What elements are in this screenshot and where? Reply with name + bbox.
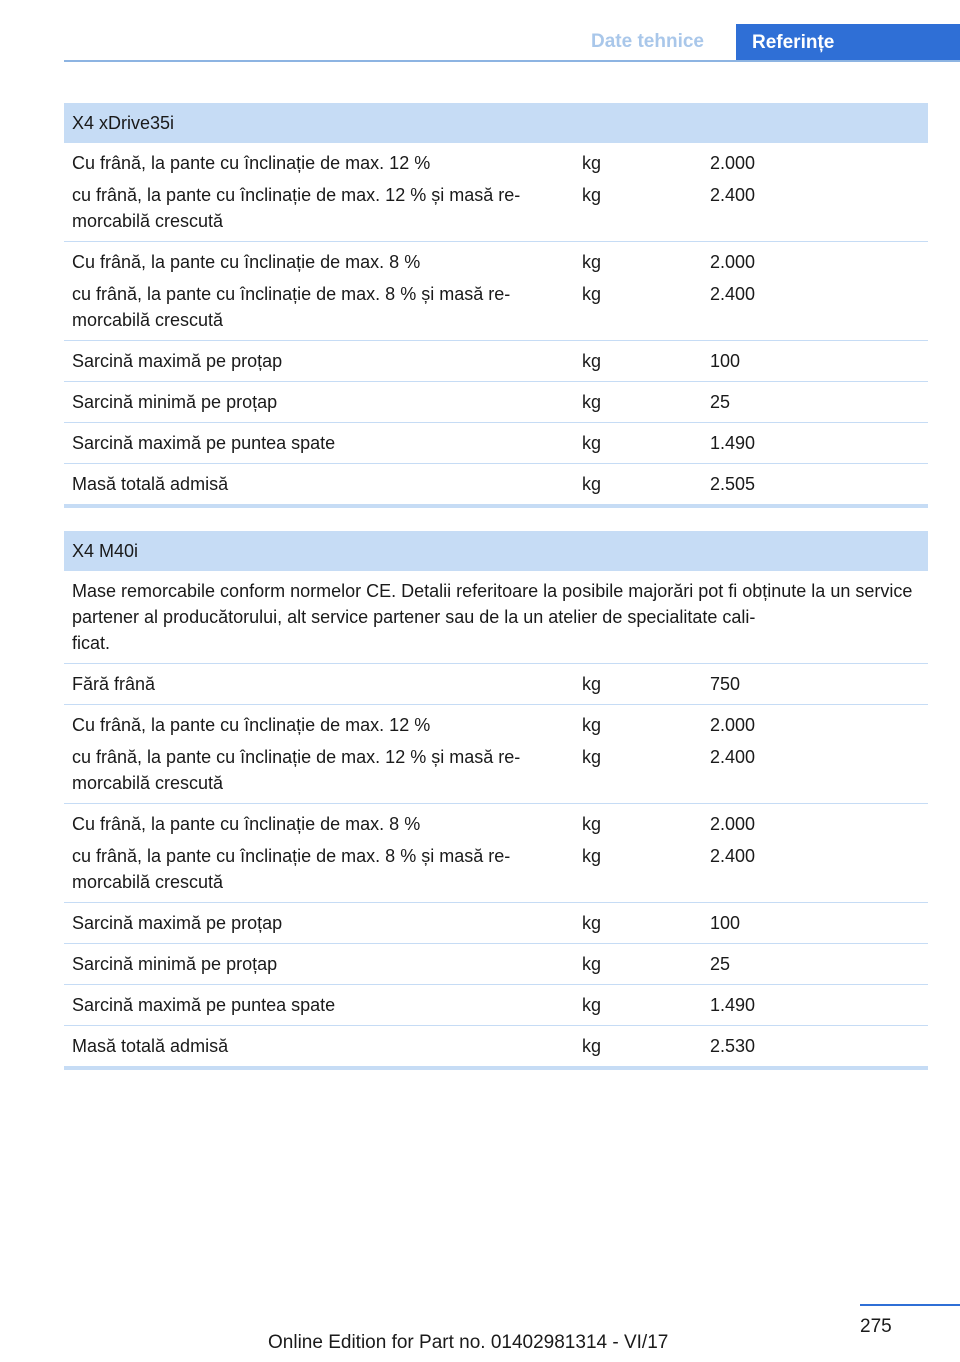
value-cell	[710, 382, 928, 422]
row-unit: kg	[582, 954, 602, 974]
row-description: cu frână, la pante cu înclinație de max. 12 % și masă re- morcabilă crescută	[72, 747, 521, 793]
row-unit: kg	[582, 1036, 602, 1056]
footer-divider	[860, 1304, 960, 1306]
value-cell	[710, 242, 928, 340]
unit-cell	[582, 143, 710, 241]
desc-cell	[64, 1026, 582, 1066]
table-row	[64, 423, 928, 464]
header-divider	[64, 60, 960, 62]
row-value: 2.000	[710, 153, 756, 173]
row-value: 2.505	[710, 474, 756, 494]
row-description: Sarcină minimă pe proțap	[72, 392, 278, 412]
row-description: Cu frână, la pante cu înclinație de max. 12 %	[72, 153, 431, 173]
unit-cell	[582, 1026, 710, 1066]
row-value: 25	[710, 954, 731, 974]
row-unit: kg	[582, 674, 602, 694]
desc-cell	[64, 341, 582, 381]
table-row	[64, 1026, 928, 1070]
row-description: Cu frână, la pante cu înclinație de max. 12 %	[72, 715, 431, 735]
unit-cell	[582, 423, 710, 463]
section-tab-referinte[interactable]: Referințe	[736, 24, 960, 62]
desc-cell	[64, 985, 582, 1025]
row-value: 2.400	[710, 846, 756, 866]
row-value: 2.000	[710, 715, 756, 735]
value-cell	[710, 903, 928, 943]
page-number: 275	[860, 1316, 892, 1337]
row-value: 100	[710, 913, 741, 933]
unit-cell	[582, 903, 710, 943]
row-description: cu frână, la pante cu înclinație de max. 8 % și masă re- morcabilă crescută	[72, 284, 511, 330]
row-unit: kg	[582, 913, 602, 933]
row-value: 25	[710, 392, 731, 412]
row-description: Masă totală admisă	[72, 474, 229, 494]
row-unit: kg	[582, 715, 602, 735]
row-description: Cu frână, la pante cu înclinație de max. 8 %	[72, 252, 421, 272]
row-description: Fără frână	[72, 674, 156, 694]
unit-cell	[582, 341, 710, 381]
table-row	[64, 464, 928, 508]
row-unit: kg	[582, 433, 602, 453]
desc-cell	[64, 423, 582, 463]
row-unit: kg	[582, 474, 602, 494]
row-value: 2.000	[710, 814, 756, 834]
row-description: Cu frână, la pante cu înclinație de max. 8 %	[72, 814, 421, 834]
table-title: X4 M40i	[64, 531, 928, 571]
unit-cell	[582, 985, 710, 1025]
row-unit: kg	[582, 252, 602, 272]
row-description: Sarcină maximă pe puntea spate	[72, 433, 336, 453]
desc-cell	[64, 382, 582, 422]
desc-cell	[64, 804, 582, 902]
row-unit: kg	[582, 846, 602, 866]
row-unit: kg	[582, 392, 602, 412]
value-cell	[710, 985, 928, 1025]
table-row	[64, 143, 928, 242]
table-row	[64, 341, 928, 382]
table-title: X4 xDrive35i	[64, 103, 928, 143]
desc-cell	[64, 464, 582, 504]
page-header	[64, 24, 960, 62]
row-value: 2.400	[710, 185, 756, 205]
unit-cell	[582, 944, 710, 984]
row-description: Masă totală admisă	[72, 1036, 229, 1056]
unit-cell	[582, 464, 710, 504]
desc-cell	[64, 143, 582, 241]
desc-cell	[64, 705, 582, 803]
value-cell	[710, 341, 928, 381]
row-unit: kg	[582, 747, 602, 767]
row-value: 750	[710, 674, 741, 694]
unit-cell	[582, 804, 710, 902]
section-tab-date-tehnice[interactable]: Date tehnice	[591, 31, 704, 52]
row-unit: kg	[582, 185, 602, 205]
row-unit: kg	[582, 153, 602, 173]
table-x4-m40i	[64, 531, 928, 1070]
unit-cell	[582, 705, 710, 803]
table-row	[64, 944, 928, 985]
edition-note: Online Edition for Part no. 01402981314 - VI/17	[268, 1332, 669, 1353]
value-cell	[710, 804, 928, 902]
row-value: 2.530	[710, 1036, 756, 1056]
table-row	[64, 705, 928, 804]
row-value: 2.000	[710, 252, 756, 272]
row-description: Sarcină minimă pe proțap	[72, 954, 278, 974]
row-value: 1.490	[710, 995, 756, 1015]
row-value: 2.400	[710, 747, 756, 767]
row-unit: kg	[582, 284, 602, 304]
row-description: cu frână, la pante cu înclinație de max. 8 % și masă re- morcabilă crescută	[72, 846, 511, 892]
value-cell	[710, 664, 928, 704]
table-row	[64, 242, 928, 341]
row-unit: kg	[582, 814, 602, 834]
unit-cell	[582, 242, 710, 340]
table-body	[64, 143, 928, 508]
table-row	[64, 903, 928, 944]
table-note: Mase remorcabile conform normelor CE. Detalii referitoare la posibile majorări pot fi obținute la un service partener al producătorului, alt service partener sau de la un atelier de specialitate cali- ficat.	[64, 571, 928, 664]
unit-cell	[582, 664, 710, 704]
table-row	[64, 985, 928, 1026]
unit-cell	[582, 382, 710, 422]
table-row	[64, 804, 928, 903]
row-description: Sarcină maximă pe puntea spate	[72, 995, 336, 1015]
row-description: Sarcină maximă pe proțap	[72, 351, 283, 371]
table-row	[64, 382, 928, 423]
row-unit: kg	[582, 995, 602, 1015]
desc-cell	[64, 903, 582, 943]
value-cell	[710, 423, 928, 463]
row-value: 100	[710, 351, 741, 371]
row-unit: kg	[582, 351, 602, 371]
row-value: 2.400	[710, 284, 756, 304]
table-x4-xdrive35i	[64, 103, 928, 508]
value-cell	[710, 464, 928, 504]
desc-cell	[64, 664, 582, 704]
value-cell	[710, 944, 928, 984]
row-value: 1.490	[710, 433, 756, 453]
desc-cell	[64, 944, 582, 984]
value-cell	[710, 705, 928, 803]
desc-cell	[64, 242, 582, 340]
row-description: Sarcină maximă pe proțap	[72, 913, 283, 933]
row-description: cu frână, la pante cu înclinație de max. 12 % și masă re- morcabilă crescută	[72, 185, 521, 231]
value-cell	[710, 1026, 928, 1066]
value-cell	[710, 143, 928, 241]
table-row	[64, 664, 928, 705]
table-body	[64, 664, 928, 1070]
